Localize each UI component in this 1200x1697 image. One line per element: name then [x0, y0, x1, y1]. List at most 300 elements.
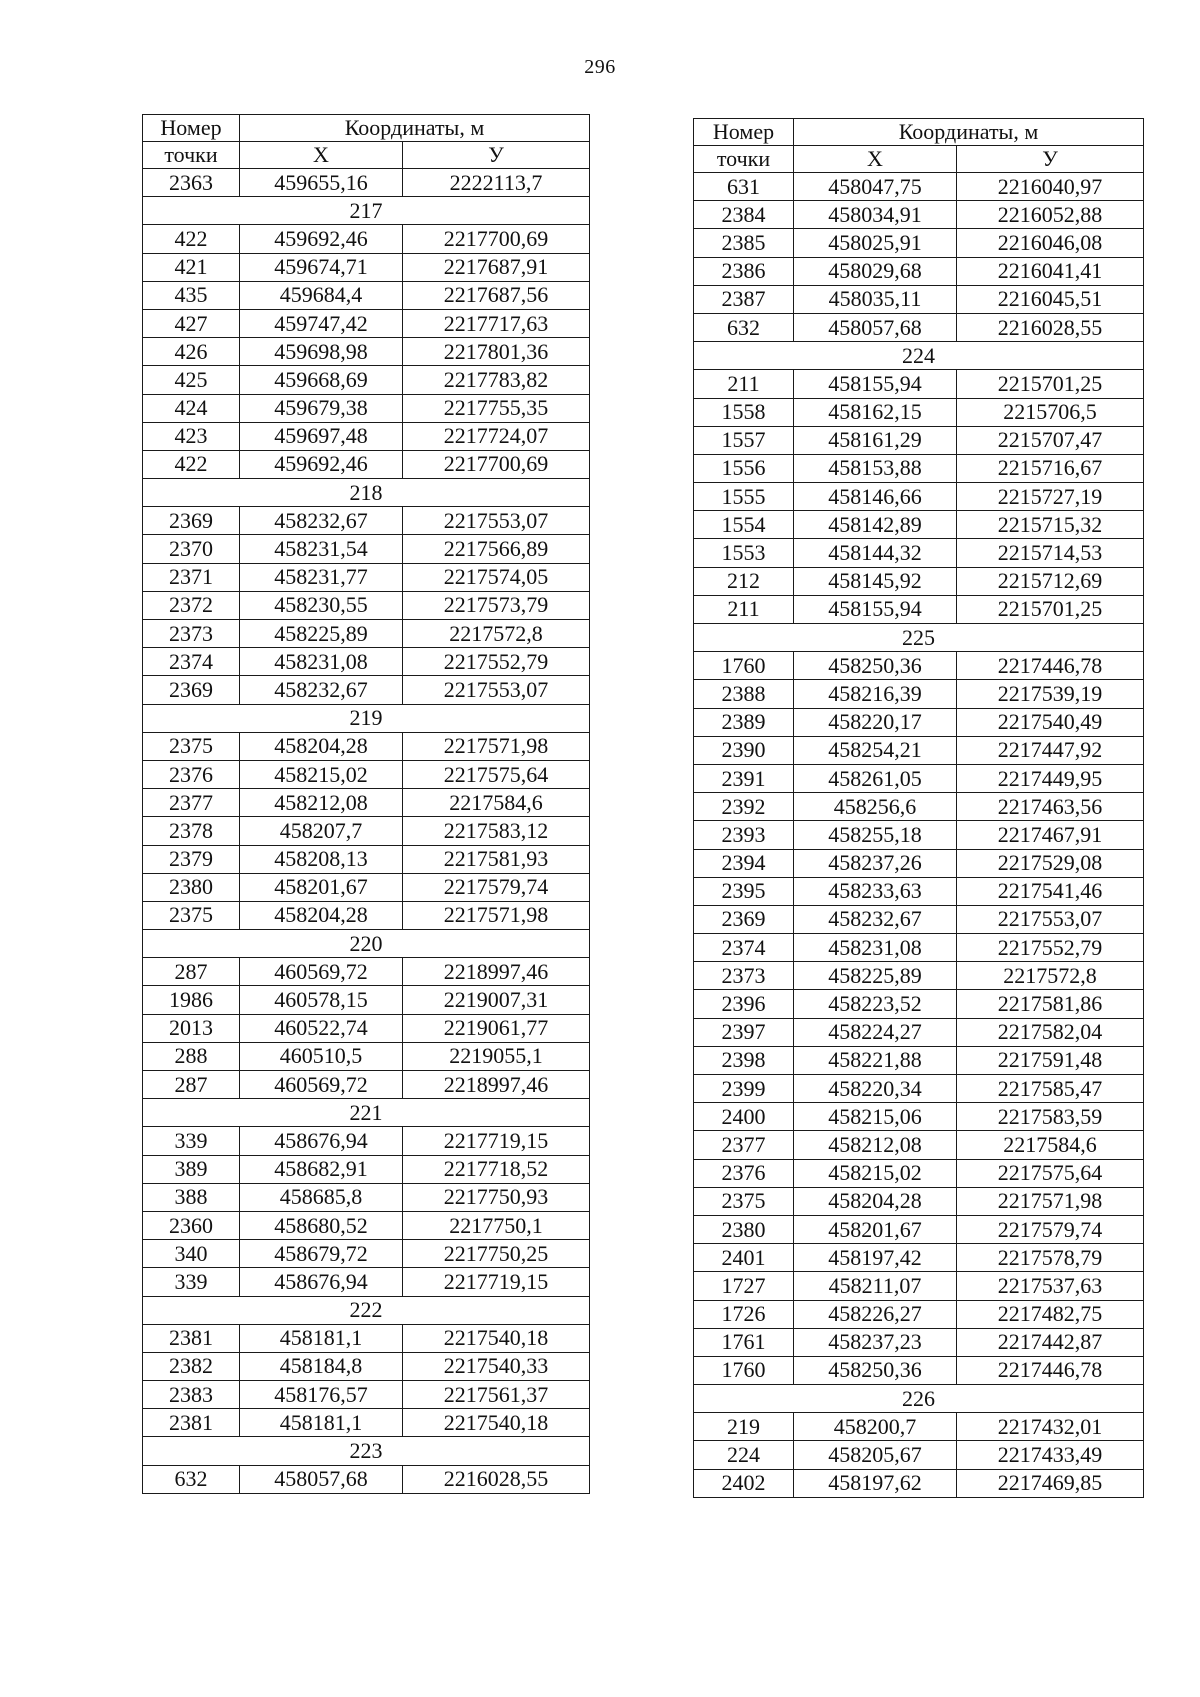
y-coordinate-cell: 2217449,95 [957, 764, 1144, 792]
table-row [694, 764, 1144, 792]
table-row [694, 1187, 1144, 1215]
y-coordinate-cell: 2217467,91 [957, 821, 1144, 849]
point-number-cell: 1761 [694, 1328, 794, 1356]
point-number-cell: 1553 [694, 539, 794, 567]
table-row [143, 789, 590, 817]
x-coordinate-cell: 458207,7 [240, 817, 403, 845]
point-number-cell: 2396 [694, 990, 794, 1018]
y-coordinate-cell: 2218997,46 [403, 1071, 590, 1099]
table-row [694, 680, 1144, 708]
y-coordinate-cell: 2217572,8 [957, 962, 1144, 990]
parcel-number: 221 [143, 1099, 590, 1127]
point-number-cell: 1986 [143, 986, 240, 1014]
table-row [694, 877, 1144, 905]
y-coordinate-cell: 2217571,98 [957, 1187, 1144, 1215]
table-row [694, 257, 1144, 285]
x-coordinate-cell: 458225,89 [240, 620, 403, 648]
y-coordinate-cell: 2217750,93 [403, 1183, 590, 1211]
point-number-cell: 339 [143, 1127, 240, 1155]
x-coordinate-cell: 458223,52 [794, 990, 957, 1018]
x-coordinate-cell: 458250,36 [794, 652, 957, 680]
x-coordinate-cell: 458047,75 [794, 173, 957, 201]
parcel-group-row [143, 1099, 590, 1127]
point-number-cell: 2371 [143, 563, 240, 591]
point-number-cell: 2392 [694, 793, 794, 821]
x-coordinate-cell: 458057,68 [794, 313, 957, 341]
point-number-cell: 2360 [143, 1211, 240, 1239]
point-number-header: точки [143, 142, 240, 169]
x-coordinate-cell: 458224,27 [794, 1018, 957, 1046]
table-row [694, 821, 1144, 849]
y-coordinate-cell: 2217718,52 [403, 1155, 590, 1183]
x-coordinate-cell: 459655,16 [240, 169, 403, 197]
x-coordinate-cell: 458161,29 [794, 426, 957, 454]
y-coordinate-cell: 2217553,07 [403, 676, 590, 704]
parcel-number: 220 [143, 930, 590, 958]
point-number-cell: 435 [143, 281, 240, 309]
point-number-cell: 632 [143, 1465, 240, 1493]
y-coordinate-cell: 2217750,25 [403, 1240, 590, 1268]
x-coordinate-cell: 459668,69 [240, 366, 403, 394]
x-coordinate-cell: 458216,39 [794, 680, 957, 708]
coordinates-table-left [142, 114, 590, 1494]
x-coordinate-cell: 458232,67 [240, 507, 403, 535]
y-coordinate-cell: 2217717,63 [403, 309, 590, 337]
y-coordinate-cell: 2217432,01 [957, 1413, 1144, 1441]
point-number-cell: 287 [143, 1071, 240, 1099]
table-row [143, 1381, 590, 1409]
x-coordinate-cell: 458220,34 [794, 1075, 957, 1103]
table-row [694, 1159, 1144, 1187]
y-coordinate-cell: 2217724,07 [403, 422, 590, 450]
point-number-cell: 2387 [694, 285, 794, 313]
point-number-cell: 1760 [694, 652, 794, 680]
x-coordinate-cell: 458212,08 [794, 1131, 957, 1159]
table-row [143, 253, 590, 281]
x-coordinate-cell: 458208,13 [240, 845, 403, 873]
parcel-group-row [143, 479, 590, 507]
x-coordinate-cell: 458255,18 [794, 821, 957, 849]
x-coordinate-cell: 458685,8 [240, 1183, 403, 1211]
point-number-cell: 389 [143, 1155, 240, 1183]
y-coordinate-cell: 2215701,25 [957, 595, 1144, 623]
point-number-cell: 2394 [694, 849, 794, 877]
parcel-group-row [143, 1296, 590, 1324]
y-coordinate-cell: 2217540,18 [403, 1409, 590, 1437]
x-coordinate-cell: 458145,92 [794, 567, 957, 595]
table-row [694, 1103, 1144, 1131]
table-row [143, 817, 590, 845]
point-number-cell: 2013 [143, 1014, 240, 1042]
y-coordinate-cell: 2215706,5 [957, 398, 1144, 426]
point-number-cell: 1556 [694, 454, 794, 482]
x-coordinate-cell: 458184,8 [240, 1352, 403, 1380]
point-number-cell: 2379 [143, 845, 240, 873]
y-coordinate-cell: 2217540,18 [403, 1324, 590, 1352]
y-coordinate-cell: 2215716,67 [957, 454, 1144, 482]
x-coordinate-cell: 458205,67 [794, 1441, 957, 1469]
x-coordinate-cell: 458155,94 [794, 595, 957, 623]
y-coordinate-cell: 2217583,59 [957, 1103, 1144, 1131]
point-number-cell: 2369 [143, 676, 240, 704]
x-coordinate-cell: 458057,68 [240, 1465, 403, 1493]
x-coordinate-cell: 458232,67 [240, 676, 403, 704]
y-coordinate-cell: 2217446,78 [957, 1356, 1144, 1384]
x-coordinate-cell: 458144,32 [794, 539, 957, 567]
point-number-header: Номер [694, 119, 794, 146]
table-row [694, 398, 1144, 426]
table-row [143, 225, 590, 253]
table-row [143, 1071, 590, 1099]
y-coordinate-cell: 2217539,19 [957, 680, 1144, 708]
table-row [143, 535, 590, 563]
point-number-cell: 422 [143, 225, 240, 253]
point-number-cell: 2397 [694, 1018, 794, 1046]
y-coordinate-cell: 2217755,35 [403, 394, 590, 422]
point-number-cell: 632 [694, 313, 794, 341]
x-coordinate-cell: 458256,6 [794, 793, 957, 821]
point-number-cell: 2378 [143, 817, 240, 845]
y-coordinate-cell: 2216041,41 [957, 257, 1144, 285]
y-column-header: У [957, 146, 1144, 173]
point-number-cell: 2380 [143, 873, 240, 901]
y-coordinate-cell: 2217578,79 [957, 1244, 1144, 1272]
point-number-cell: 2369 [143, 507, 240, 535]
table-row [143, 591, 590, 619]
point-number-cell: 2374 [694, 934, 794, 962]
y-coordinate-cell: 2215715,32 [957, 511, 1144, 539]
point-number-cell: 2369 [694, 905, 794, 933]
parcel-group-row [143, 197, 590, 225]
table-row [143, 1155, 590, 1183]
table-row [694, 652, 1144, 680]
table-row [143, 648, 590, 676]
y-coordinate-cell: 2217700,69 [403, 225, 590, 253]
parcel-group-row [143, 1437, 590, 1465]
table-row [143, 281, 590, 309]
x-coordinate-cell: 458230,55 [240, 591, 403, 619]
table-row [694, 1131, 1144, 1159]
point-number-cell: 1726 [694, 1300, 794, 1328]
x-coordinate-cell: 458034,91 [794, 201, 957, 229]
parcel-group-row [694, 342, 1144, 370]
point-number-cell: 426 [143, 338, 240, 366]
x-coordinate-cell: 458225,89 [794, 962, 957, 990]
y-coordinate-cell: 2217585,47 [957, 1075, 1144, 1103]
y-coordinate-cell: 2219061,77 [403, 1014, 590, 1042]
point-number-cell: 425 [143, 366, 240, 394]
parcel-group-row [143, 930, 590, 958]
point-number-header: точки [694, 146, 794, 173]
point-number-cell: 421 [143, 253, 240, 281]
y-coordinate-cell: 2216046,08 [957, 229, 1144, 257]
y-coordinate-cell: 2215714,53 [957, 539, 1144, 567]
point-number-cell: 2373 [694, 962, 794, 990]
y-coordinate-cell: 2217783,82 [403, 366, 590, 394]
x-coordinate-cell: 459679,38 [240, 394, 403, 422]
x-coordinate-cell: 458250,36 [794, 1356, 957, 1384]
table-row [143, 309, 590, 337]
parcel-group-row [694, 1385, 1144, 1413]
point-number-cell: 2400 [694, 1103, 794, 1131]
x-coordinate-cell: 458212,08 [240, 789, 403, 817]
y-coordinate-cell: 2217572,8 [403, 620, 590, 648]
y-coordinate-cell: 2216045,51 [957, 285, 1144, 313]
x-coordinate-cell: 459692,46 [240, 225, 403, 253]
x-coordinate-cell: 458215,06 [794, 1103, 957, 1131]
parcel-number: 225 [694, 624, 1144, 652]
x-coordinate-cell: 458221,88 [794, 1046, 957, 1074]
table-row [694, 1413, 1144, 1441]
x-coordinate-cell: 458233,63 [794, 877, 957, 905]
y-coordinate-cell: 2217571,98 [403, 732, 590, 760]
x-coordinate-cell: 458231,08 [794, 934, 957, 962]
coordinates-header: Координаты, м [794, 119, 1144, 146]
point-number-cell: 211 [694, 595, 794, 623]
x-coordinate-cell: 458682,91 [240, 1155, 403, 1183]
table-row [143, 760, 590, 788]
x-coordinate-cell: 459692,46 [240, 450, 403, 478]
x-coordinate-cell: 458204,28 [240, 732, 403, 760]
table-row [694, 454, 1144, 482]
y-coordinate-cell: 2217537,63 [957, 1272, 1144, 1300]
table-row [694, 483, 1144, 511]
point-number-cell: 2375 [694, 1187, 794, 1215]
y-coordinate-cell: 2217552,79 [403, 648, 590, 676]
y-coordinate-cell: 2217584,6 [403, 789, 590, 817]
parcel-number: 226 [694, 1385, 1144, 1413]
x-coordinate-cell: 459698,98 [240, 338, 403, 366]
y-coordinate-cell: 2217582,04 [957, 1018, 1144, 1046]
y-coordinate-cell: 2217566,89 [403, 535, 590, 563]
point-number-cell: 1558 [694, 398, 794, 426]
parcel-number: 219 [143, 704, 590, 732]
point-number-cell: 2381 [143, 1409, 240, 1437]
x-coordinate-cell: 459684,4 [240, 281, 403, 309]
x-coordinate-cell: 458025,91 [794, 229, 957, 257]
y-coordinate-cell: 2217482,75 [957, 1300, 1144, 1328]
x-coordinate-cell: 458200,7 [794, 1413, 957, 1441]
x-coordinate-cell: 458181,1 [240, 1324, 403, 1352]
parcel-group-row [694, 624, 1144, 652]
point-number-cell: 211 [694, 370, 794, 398]
table-row [694, 1018, 1144, 1046]
table-row [143, 563, 590, 591]
parcel-number: 223 [143, 1437, 590, 1465]
point-number-cell: 2363 [143, 169, 240, 197]
table-row [694, 1075, 1144, 1103]
y-coordinate-cell: 2215701,25 [957, 370, 1144, 398]
x-coordinate-cell: 458676,94 [240, 1268, 403, 1296]
table-row [143, 507, 590, 535]
coordinates-table-right [693, 118, 1144, 1498]
table-row [143, 1268, 590, 1296]
point-number-cell: 2402 [694, 1469, 794, 1497]
table-row [694, 1244, 1144, 1272]
x-coordinate-cell: 458204,28 [794, 1187, 957, 1215]
table-row [143, 1409, 590, 1437]
point-number-cell: 388 [143, 1183, 240, 1211]
table-row [694, 313, 1144, 341]
table-row [143, 338, 590, 366]
table-row [143, 873, 590, 901]
point-number-cell: 2381 [143, 1324, 240, 1352]
table-row [143, 845, 590, 873]
point-number-cell: 1727 [694, 1272, 794, 1300]
table-row [143, 422, 590, 450]
table-row [694, 736, 1144, 764]
table-row [143, 676, 590, 704]
x-coordinate-cell: 460522,74 [240, 1014, 403, 1042]
point-number-cell: 2376 [694, 1159, 794, 1187]
table-row [694, 1046, 1144, 1074]
x-coordinate-cell: 458181,1 [240, 1409, 403, 1437]
point-number-cell: 2383 [143, 1381, 240, 1409]
y-coordinate-cell: 2215712,69 [957, 567, 1144, 595]
point-number-cell: 2399 [694, 1075, 794, 1103]
point-number-cell: 423 [143, 422, 240, 450]
x-coordinate-cell: 458035,11 [794, 285, 957, 313]
x-coordinate-cell: 458226,27 [794, 1300, 957, 1328]
point-number-cell: 1555 [694, 483, 794, 511]
table-row [694, 793, 1144, 821]
y-coordinate-cell: 2217541,46 [957, 877, 1144, 905]
x-coordinate-cell: 460569,72 [240, 958, 403, 986]
table-row [143, 901, 590, 929]
x-coordinate-cell: 458261,05 [794, 764, 957, 792]
y-coordinate-cell: 2219007,31 [403, 986, 590, 1014]
table-row [694, 962, 1144, 990]
x-coordinate-cell: 458162,15 [794, 398, 957, 426]
parcel-group-row [143, 704, 590, 732]
point-number-cell: 2395 [694, 877, 794, 905]
y-coordinate-cell: 2217446,78 [957, 652, 1144, 680]
y-coordinate-cell: 2217687,56 [403, 281, 590, 309]
table-row [143, 732, 590, 760]
x-coordinate-cell: 458029,68 [794, 257, 957, 285]
table-row [694, 990, 1144, 1018]
table-row [694, 173, 1144, 201]
y-coordinate-cell: 2217540,33 [403, 1352, 590, 1380]
x-coordinate-cell: 458676,94 [240, 1127, 403, 1155]
x-coordinate-cell: 458201,67 [240, 873, 403, 901]
point-number-cell: 2376 [143, 760, 240, 788]
point-number-cell: 1554 [694, 511, 794, 539]
y-coordinate-cell: 2216052,88 [957, 201, 1144, 229]
point-number-cell: 2388 [694, 680, 794, 708]
x-coordinate-cell: 460510,5 [240, 1042, 403, 1070]
table-row [143, 169, 590, 197]
table-row [694, 849, 1144, 877]
point-number-cell: 212 [694, 567, 794, 595]
x-coordinate-cell: 458680,52 [240, 1211, 403, 1239]
y-coordinate-cell: 2217553,07 [957, 905, 1144, 933]
point-number-cell: 2380 [694, 1215, 794, 1243]
point-number-cell: 2372 [143, 591, 240, 619]
parcel-number: 218 [143, 479, 590, 507]
point-number-cell: 424 [143, 394, 240, 422]
x-coordinate-cell: 458197,62 [794, 1469, 957, 1497]
x-column-header: X [794, 146, 957, 173]
x-coordinate-cell: 458679,72 [240, 1240, 403, 1268]
point-number-cell: 2401 [694, 1244, 794, 1272]
x-coordinate-cell: 458146,66 [794, 483, 957, 511]
table-row [694, 1215, 1144, 1243]
y-coordinate-cell: 2217750,1 [403, 1211, 590, 1239]
table-row [143, 1324, 590, 1352]
y-coordinate-cell: 2217574,05 [403, 563, 590, 591]
x-coordinate-cell: 458153,88 [794, 454, 957, 482]
table-row [143, 1465, 590, 1493]
table-row [694, 201, 1144, 229]
y-column-header: У [403, 142, 590, 169]
table-row [694, 1469, 1144, 1497]
table-row [694, 370, 1144, 398]
y-coordinate-cell: 2217719,15 [403, 1268, 590, 1296]
table-row [143, 620, 590, 648]
y-coordinate-cell: 2215727,19 [957, 483, 1144, 511]
point-number-cell: 2398 [694, 1046, 794, 1074]
y-coordinate-cell: 2217469,85 [957, 1469, 1144, 1497]
table-row [694, 595, 1144, 623]
x-coordinate-cell: 458215,02 [794, 1159, 957, 1187]
point-number-cell: 2389 [694, 708, 794, 736]
table-row [143, 958, 590, 986]
y-coordinate-cell: 2217571,98 [403, 901, 590, 929]
table-row [694, 1328, 1144, 1356]
y-coordinate-cell: 2217579,74 [403, 873, 590, 901]
y-coordinate-cell: 2217433,49 [957, 1441, 1144, 1469]
table-row [694, 1272, 1144, 1300]
point-number-cell: 2374 [143, 648, 240, 676]
coordinates-header: Координаты, м [240, 115, 590, 142]
y-coordinate-cell: 2217573,79 [403, 591, 590, 619]
x-coordinate-cell: 458201,67 [794, 1215, 957, 1243]
x-coordinate-cell: 459674,71 [240, 253, 403, 281]
x-coordinate-cell: 458231,08 [240, 648, 403, 676]
x-coordinate-cell: 458231,54 [240, 535, 403, 563]
point-number-cell: 1760 [694, 1356, 794, 1384]
x-coordinate-cell: 458211,07 [794, 1272, 957, 1300]
y-coordinate-cell: 2217540,49 [957, 708, 1144, 736]
point-number-cell: 339 [143, 1268, 240, 1296]
table-row [694, 285, 1144, 313]
x-coordinate-cell: 458176,57 [240, 1381, 403, 1409]
x-coordinate-cell: 459697,48 [240, 422, 403, 450]
point-number-cell: 1557 [694, 426, 794, 454]
y-coordinate-cell: 2217442,87 [957, 1328, 1144, 1356]
table-row [694, 426, 1144, 454]
table-row [143, 366, 590, 394]
y-coordinate-cell: 2216028,55 [403, 1465, 590, 1493]
y-coordinate-cell: 2217552,79 [957, 934, 1144, 962]
y-coordinate-cell: 2217583,12 [403, 817, 590, 845]
point-number-cell: 2390 [694, 736, 794, 764]
x-coordinate-cell: 458155,94 [794, 370, 957, 398]
y-coordinate-cell: 2217801,36 [403, 338, 590, 366]
point-number-cell: 2375 [143, 901, 240, 929]
x-coordinate-cell: 458215,02 [240, 760, 403, 788]
y-coordinate-cell: 2216040,97 [957, 173, 1144, 201]
point-number-cell: 224 [694, 1441, 794, 1469]
y-coordinate-cell: 2219055,1 [403, 1042, 590, 1070]
x-coordinate-cell: 458142,89 [794, 511, 957, 539]
table-row [143, 1352, 590, 1380]
x-coordinate-cell: 460569,72 [240, 1071, 403, 1099]
table-row [694, 905, 1144, 933]
parcel-number: 224 [694, 342, 1144, 370]
point-number-header: Номер [143, 115, 240, 142]
